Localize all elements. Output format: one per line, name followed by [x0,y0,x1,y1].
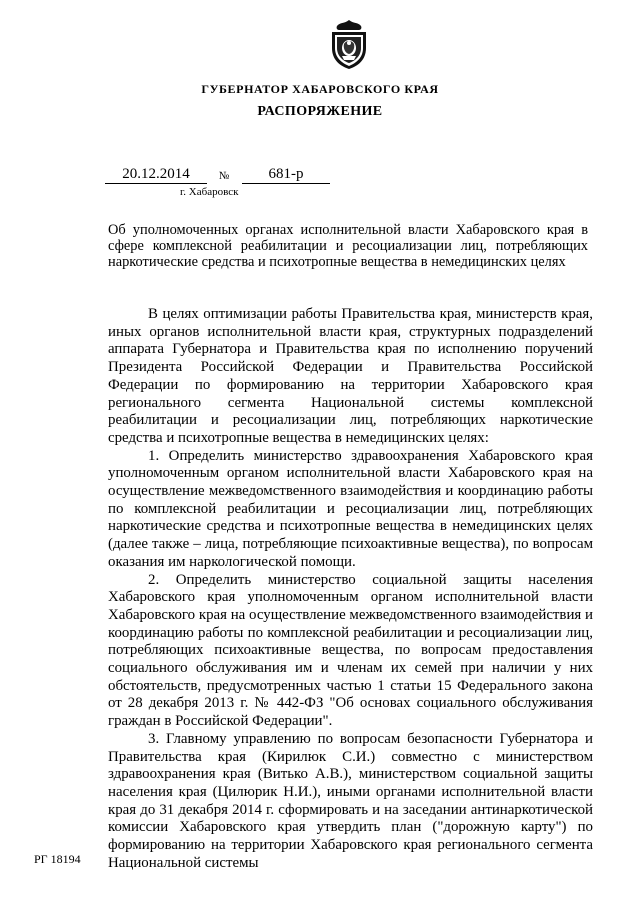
clause-3-paragraph: 3. Главному управлению по вопросам безопасности Губернатора и Правительства края (Кирилюк С.И.) совместно с министерством здравоохранения края (Витько А.В.), министерством социальной защиты населения края (Цилюрик Н.И.), иными органами исполнительной власти края до 31 декабря 2014 г. сформировать и на заседании антинаркотической комиссии Хабаровского края утвердить план ("дорожную карту") по формированию на территории Хабаровского края регионального сегмента Национальной системы [108,730,593,871]
document-type: РАСПОРЯЖЕНИЕ [257,104,383,119]
document-code: РГ 18194 [34,852,81,866]
khabarovsk-coat-of-arms-icon [328,18,370,70]
document-number: 681-р [242,166,330,184]
document-subject: Об уполномоченных органах исполнительной власти Хабаровского края в сфере комплексной реабилитации и ресоциализации лиц, потребляющих наркотические средства и психотропные вещества в немедицинских целях [108,222,588,270]
document-body [108,306,593,873]
number-sign: № [218,170,230,182]
clause-1-paragraph: 1. Определить министерство здравоохранения Хабаровского края уполномоченным органом исполнительной власти Хабаровского края на осуществление межведомственного взаимодействия и координацию работы по комплексной реабилитации и ресоциализации лиц, потребляющих наркотические средства и психотропные вещества в немедицинских целях (далее также – лица, потребляющие психоактивные вещества), по вопросам оказания им наркологической помощи. [108,447,593,570]
issuing-authority: ГУБЕРНАТОР ХАБАРОВСКОГО КРАЯ [201,82,439,96]
clause-2-paragraph: 2. Определить министерство социальной защиты населения Хабаровского края уполномоченным органом исполнительной власти Хабаровского края на осуществление межведомственного взаимодействия и координацию работы по комплексной реабилитации и ресоциализации лиц, потребляющих психоактивные вещества, по вопросам предоставления социального обслуживания им и членам их семей при наличии у них обстоятельств, предусмотренных частью 1 статьи 15 Федерального закона от 28 декабря 2013 г. № 442-ФЗ "Об основах социального обслуживания граждан в Российской Федерации". [108,571,593,730]
document-date: 20.12.2014 [105,166,207,184]
document-city: г. Хабаровск [180,186,239,198]
preamble-paragraph: В целях оптимизации работы Правительства края, министерств края, иных органов исполнительной власти края, структурных подразделений аппарата Губернатора и Правительства края по исполнению поручений Президента Российской Федерации и Правительства Российской Федерации по формированию на территории Хабаровского края регионального сегмента Национальной системы комплексной реабилитации и ресоциализации лиц, потребляющих наркотические средства и психотропные вещества в немедицинских целях: [108,306,593,446]
